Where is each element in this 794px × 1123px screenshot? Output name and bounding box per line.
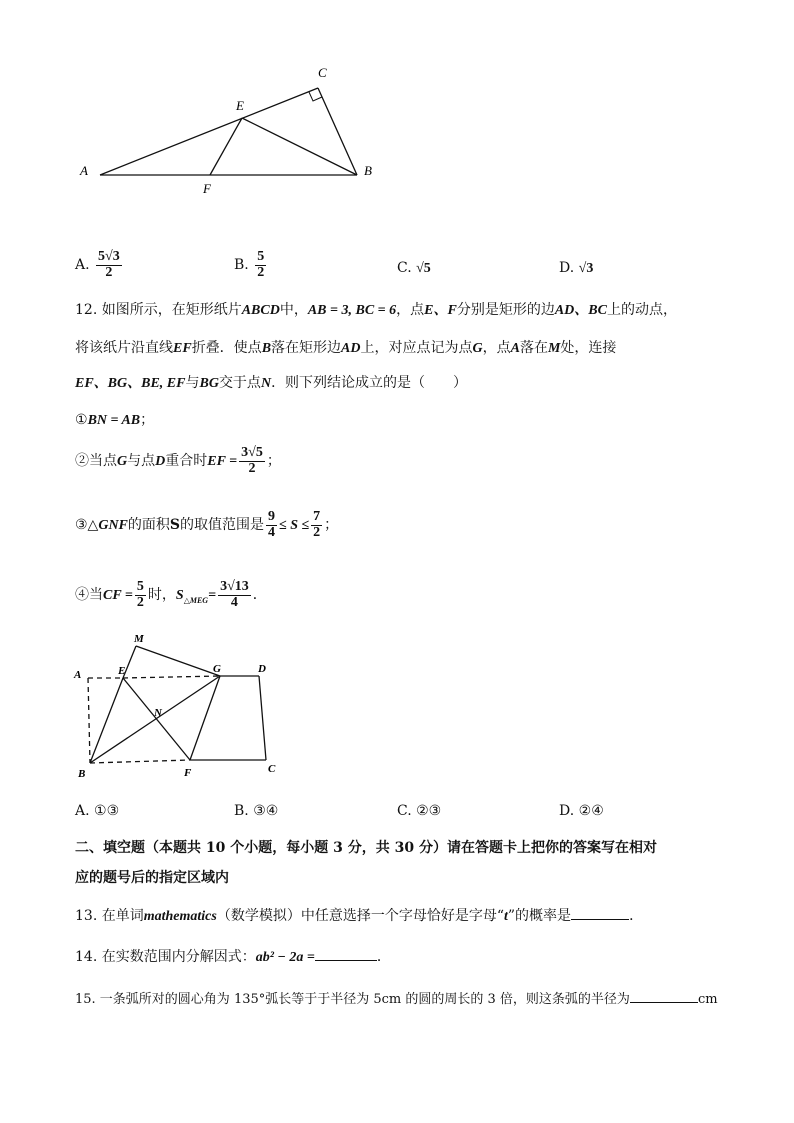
- q12-option-b[interactable]: [234, 803, 278, 819]
- dashed-eg: [123, 676, 220, 678]
- label-c: C: [268, 763, 276, 775]
- option-value: √5: [416, 261, 431, 276]
- numerator: 5: [257, 249, 265, 264]
- label-e: E: [236, 98, 244, 113]
- q12-line-1: 12. 如图所示，在矩形纸片ABCD中，AB = 3, BC = 6，点E、F分别是矩形的边AD、BC上的动点，: [75, 302, 677, 318]
- q12-statement-2: ②当点G与点D重合时EF = $\frac{3√5}{2}$ ；: [75, 445, 281, 476]
- option-letter: B.: [234, 803, 249, 819]
- segment-gf: [190, 676, 220, 760]
- fraction: $\frac{7}{2}$: [313, 509, 321, 540]
- q12-option-d[interactable]: [559, 803, 604, 819]
- label-c: C: [318, 65, 327, 80]
- q11-option-d[interactable]: [559, 260, 593, 277]
- question-13: 13. 在单词mathematics（数学模拟）中任意选择一个字母恰好是字母“t”的概率是 ．: [75, 905, 643, 927]
- fraction: [96, 250, 122, 280]
- q12-statement-1: ①BN = AB；: [75, 412, 155, 428]
- q12-statement-4: ④当CF = $\frac{5}{2}$ 时，$S_{\triangle MEG}=$ $\frac{3√13}{4}$ ．: [75, 579, 267, 610]
- option-value: ②④: [578, 803, 604, 819]
- answer-blank[interactable]: [571, 905, 629, 920]
- option-value: ③④: [253, 803, 279, 819]
- figure-triangle-abc: [70, 60, 390, 200]
- figure-folded-rectangle: [68, 630, 288, 780]
- q12-option-c[interactable]: [397, 803, 441, 819]
- fraction: [255, 250, 266, 280]
- denominator: 2: [105, 264, 113, 280]
- label-d: D: [258, 663, 266, 675]
- label-a: A: [80, 163, 88, 178]
- label-f: F: [203, 181, 211, 196]
- segment-ac: [100, 88, 318, 175]
- option-value: √3: [578, 261, 594, 276]
- label-n: N: [154, 707, 162, 719]
- dashed-bf: [90, 760, 190, 763]
- q11-option-c[interactable]: [397, 260, 431, 277]
- label-b: B: [78, 768, 86, 780]
- segment-eb: [90, 678, 123, 763]
- option-letter: A.: [75, 257, 90, 274]
- q12-line-3: EF、BG、BE, EF与BG交于点N．则下列结论成立的是（ ）: [75, 375, 468, 391]
- option-letter: C.: [397, 260, 412, 276]
- segment-dc: [259, 676, 266, 760]
- q12-option-a[interactable]: [75, 803, 119, 819]
- option-letter: D.: [559, 260, 575, 276]
- q11-option-a[interactable]: [75, 250, 124, 280]
- label-g: G: [213, 663, 221, 675]
- option-letter: A.: [75, 803, 90, 819]
- option-letter: D.: [559, 803, 575, 819]
- segment-mg: [136, 646, 220, 676]
- answer-blank[interactable]: [315, 946, 377, 961]
- option-value: ②③: [416, 803, 442, 819]
- denominator: 2: [257, 264, 265, 280]
- label-f: F: [184, 767, 192, 779]
- fraction: $\frac{9}{4}$: [268, 509, 276, 540]
- fraction: $\frac{3√13}{4}$: [220, 579, 249, 610]
- label-m: M: [134, 633, 144, 645]
- segment-ef: [210, 118, 242, 175]
- segment-cb: [318, 88, 357, 175]
- segment-eb: [242, 118, 357, 175]
- label-b: B: [364, 163, 372, 178]
- label-a: A: [74, 669, 82, 681]
- section-2-heading-line-1: 二、填空题（本题共 10 个小题，每小题 3 分，共 30 分）请在答题卡上把你的答案写在相对: [75, 840, 657, 856]
- question-15: 15. 一条弧所对的圆心角为 135°弧长等于于半径为 5cm 的圆的周长的 3 倍，则这条弧的半径为 cm: [75, 988, 718, 1010]
- option-letter: B.: [234, 257, 249, 274]
- fraction: $\frac{5}{2}$: [136, 579, 144, 610]
- section-2-heading-line-2: 应的题号后的指定区域内: [75, 870, 229, 886]
- fraction: $\frac{3√5}{2}$: [241, 445, 263, 476]
- numerator: 5√3: [98, 249, 120, 264]
- segment-bg: [90, 676, 220, 763]
- label-e: E: [118, 665, 126, 677]
- q12-statement-3: ③△GNF的面积S的取值范围是 $\frac{9}{4}$ ≤ S ≤ $\frac{7}{2}$ ；: [75, 509, 339, 540]
- answer-blank[interactable]: [630, 988, 698, 1003]
- q11-option-b[interactable]: [234, 250, 268, 280]
- question-14: 14. 在实数范围内分解因式：ab² − 2a = ．: [75, 946, 391, 968]
- option-value: ①③: [94, 803, 120, 819]
- option-letter: C.: [397, 803, 412, 819]
- dashed-ab: [88, 678, 90, 763]
- q12-line-2: 将该纸片沿直线EF折叠．使点B落在矩形边AD上，对应点记为点G，点A落在M处，连接: [75, 340, 617, 356]
